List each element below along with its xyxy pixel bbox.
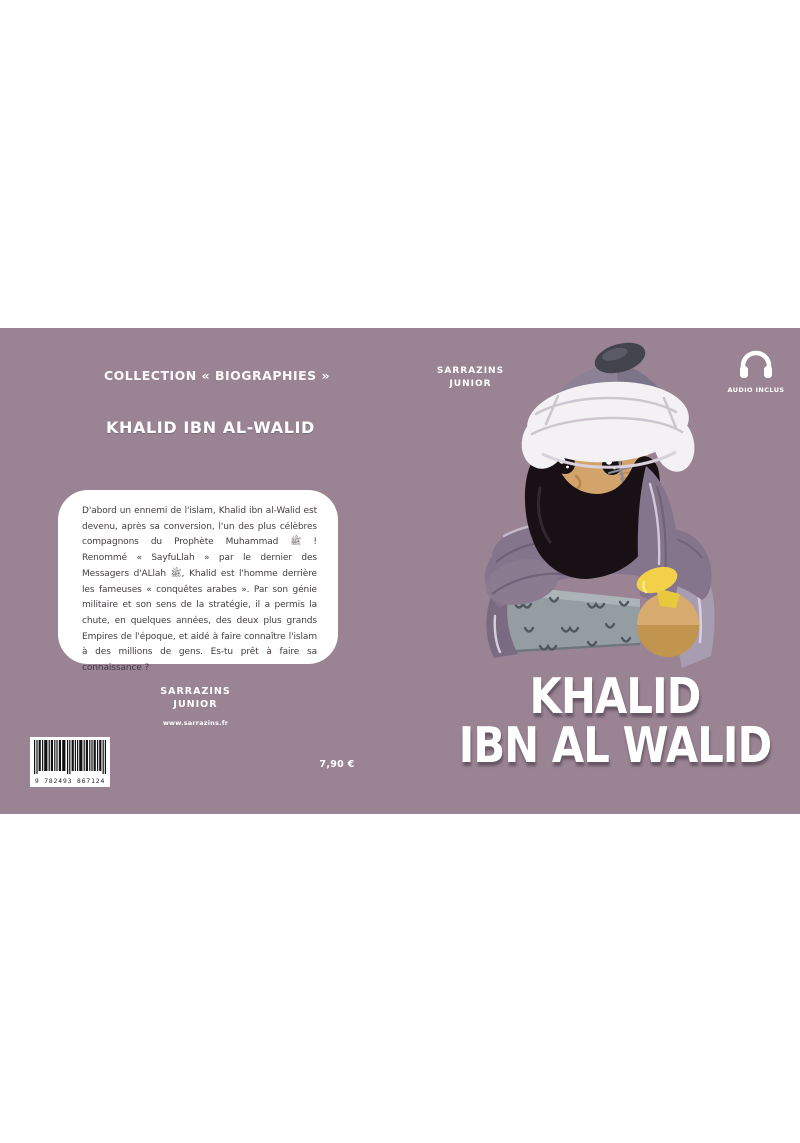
back-cover-title: KHALID IBN AL-WALID [106, 418, 315, 437]
price-label: 7,90 € [319, 759, 355, 770]
description-box [58, 490, 338, 674]
description-text: D'abord un ennemi de l'islam, Khalid ibn al-Walid est devenu, après sa conversion, l'un des plus célèbres compagnons du Prophète Muhammad ﷺ ! Renommé « SayfuLlah » par le dernier des Messagers d'ALlah ﷺ, Khalid est l'homme derrière les fameuses « conquêtes arabes ». Par son génie militaire et son sens de la stratégie, il a permis la chute, en quelques années, des deux plus grands Empires de l'époque, et aidé à faire connaître l'islam à des millions de gens. Es-tu prêt à faire sa connaissance ? [82, 506, 317, 674]
publisher-name-line2: JUNIOR [173, 699, 218, 710]
barcode-bars-icon [34, 740, 106, 774]
publisher-name-line1: SARRAZINS [160, 686, 231, 697]
front-cover-title [449, 668, 781, 774]
cover-band [0, 328, 800, 814]
collection-label: COLLECTION « BIOGRAPHIES » [104, 368, 331, 383]
barcode [30, 737, 110, 787]
headphones-icon [737, 350, 775, 380]
barcode-digits: 9 782493 867124 [34, 778, 106, 785]
publisher-name-line2: JUNIOR [449, 379, 492, 389]
publisher-website: www.sarrazins.fr [162, 719, 229, 727]
front-title-line2: IBN AL WALID [458, 717, 772, 774]
front-title-line1: KHALID [529, 668, 701, 725]
audio-badge-label: AUDIO INCLUS [727, 386, 785, 394]
back-publisher [118, 685, 273, 730]
publisher-name-line1: SARRAZINS [436, 366, 505, 376]
